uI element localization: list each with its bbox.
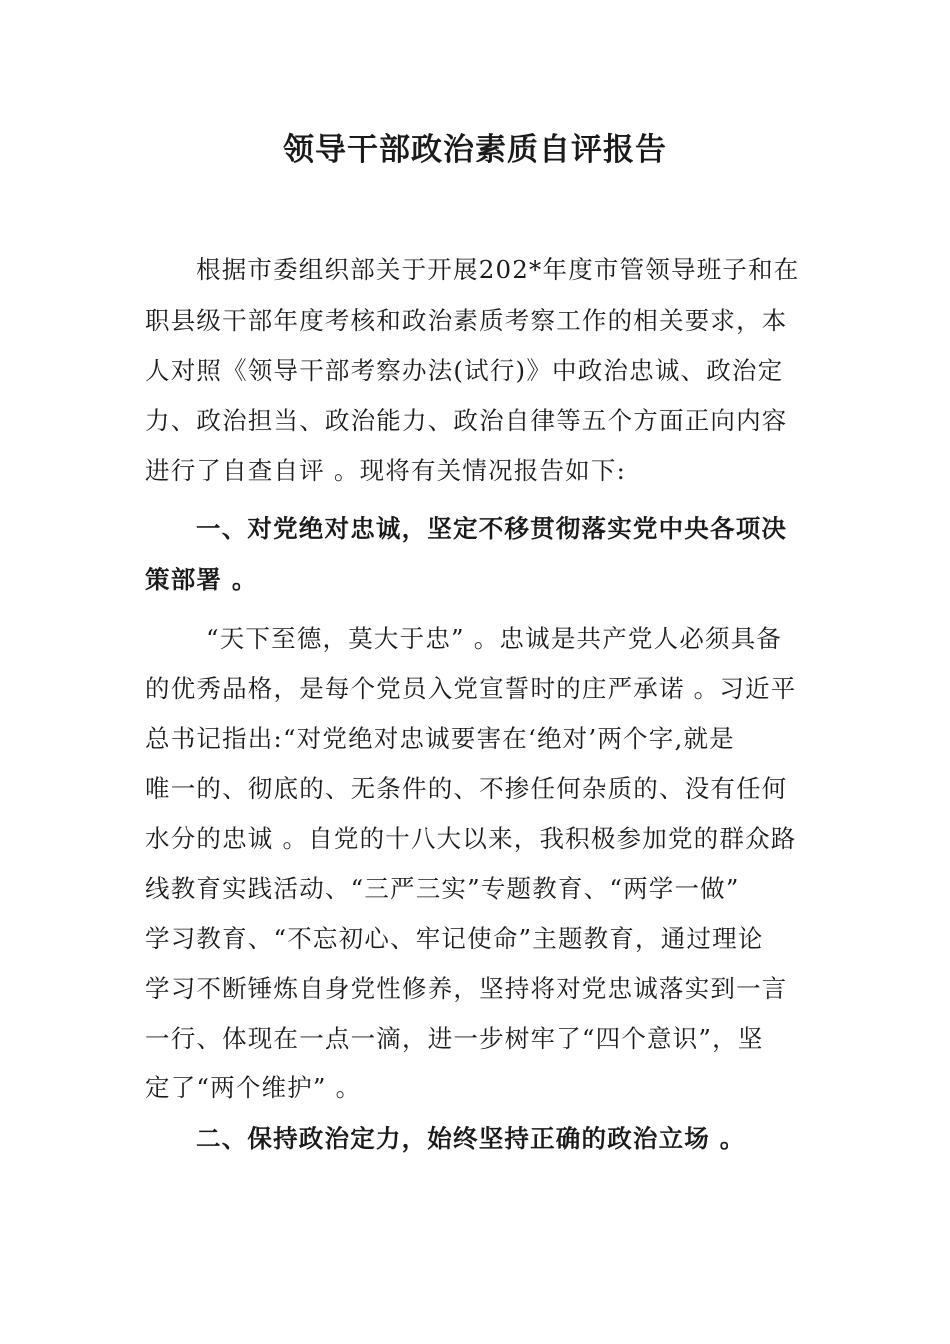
body-line: “天下至德，莫大于忠” 。忠诚是共产党人必须具备	[206, 624, 783, 653]
body-line: 水分的忠诚 。自党的十八大以来，我积极参加党的群众路	[145, 824, 797, 853]
section-heading: 策部署 。	[145, 565, 258, 594]
body-line: 学习教育、“不忘初心、牢记使命”主题教育，通过理论	[145, 924, 764, 953]
body-line: 的优秀品格，是每个党员入党宣誓时的庄严承诺 。习近平	[145, 674, 797, 703]
section-heading: 一、对党绝对忠诚，坚定不移贯彻落实党中央各项决	[196, 514, 788, 543]
intro-line: 人对照《领导干部考察办法(试行)》中政治忠诚、政治定	[145, 356, 784, 385]
section-heading: 二、保持政治定力，始终坚持正确的政治立场 。	[196, 1124, 746, 1153]
intro-line: 职县级干部年度考核和政治素质考察工作的相关要求，本	[145, 306, 788, 335]
body-line: 唯一的、彻底的、无条件的、不掺任何杂质的、没有任何	[145, 774, 788, 803]
body-line: 学习不断锤炼自身党性修养，坚持将对党忠诚落实到一言	[145, 974, 788, 1003]
intro-line: 力、政治担当、政治能力、政治自律等五个方面正向内容	[145, 406, 788, 435]
body-line: 一行、体现在一点一滴，进一步树牢了“四个意识”，坚	[145, 1024, 764, 1053]
body-line: 定了“两个维护” 。	[145, 1073, 362, 1102]
body-line: 线教育实践活动、“三严三实”专题教育、“两学一做”	[145, 874, 740, 903]
document-title: 领导干部政治素质自评报告	[283, 132, 667, 168]
intro-line: 进行了自查自评 。现将有关情况报告如下:	[145, 456, 627, 485]
body-line: 总书记指出:“对党绝对忠诚要害在‘绝对’两个字,就是	[145, 724, 735, 753]
intro-line: 根据市委组织部关于开展202*年度市管领导班子和在	[196, 255, 800, 284]
